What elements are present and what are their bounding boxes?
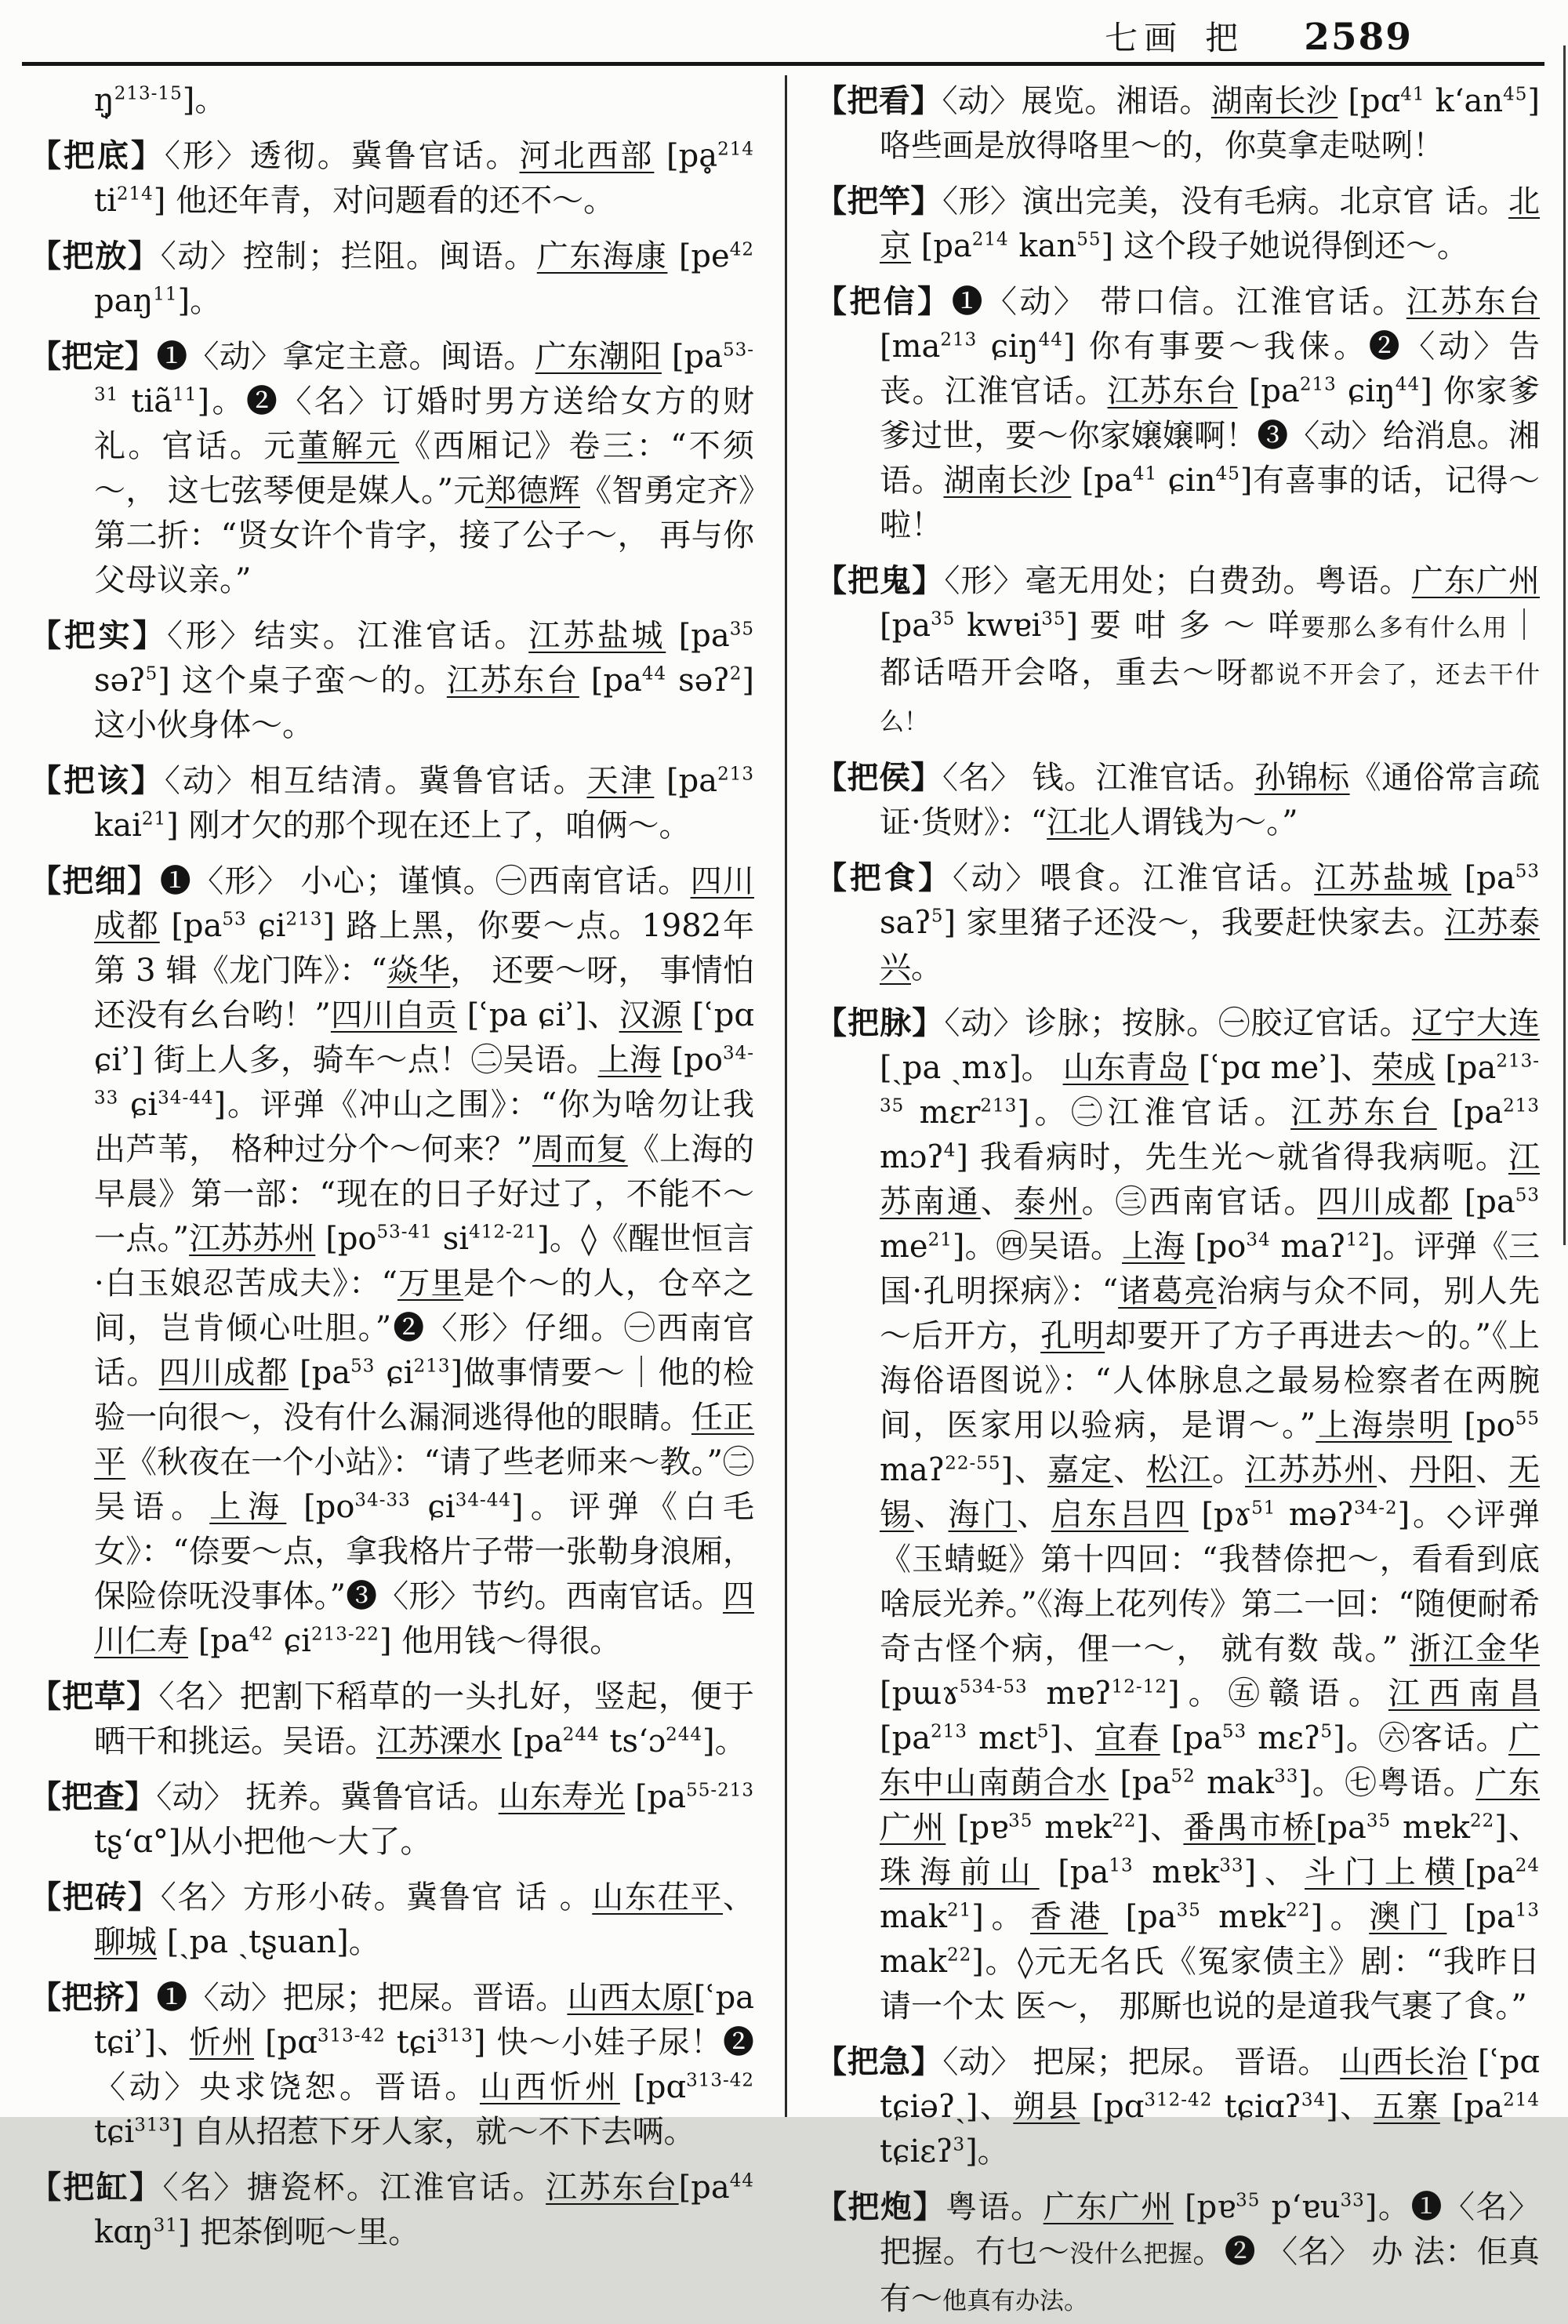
entry-headword: 【把竿】 xyxy=(815,183,942,220)
entry-body: 〈名〉 钱。江淮官话。孙锦标《通俗常言疏证·货财》：“江北人谓钱为～。” xyxy=(880,760,1541,841)
entry-body: 〈名〉方形小砖。冀鲁官 话 。山东茌平、聊城 [ˎpa ˎtʂuan]。 xyxy=(94,1879,755,1960)
entry-headword: 【把定】 xyxy=(30,338,157,375)
dictionary-entry xyxy=(815,558,1540,745)
entry-body: ❶〈动〉 带口信。江淮官话。江苏东台 [$ma^{213}$ ɕiŋ$^{44}$] 你有事要～我俫。❷〈动〉告丧。江淮官话。江苏东台 [$pa^{213}$ ɕiŋ$^{44}$] 你家爹爹过世，要～你家嬢嬢啊！❸〈动〉给消息。湘语。湖南长沙 [$pa^{41}$ ɕin$^{45}$]有喜事的话，记得～啦！ xyxy=(880,284,1541,543)
dictionary-entry xyxy=(30,859,754,1664)
entry-headword: 【把缸】 xyxy=(30,2169,163,2206)
entry-headword: 【把鬼】 xyxy=(815,562,945,599)
entry-body: 〈形〉演出完美，没有毛病。北京官 话。北京 [$pa^{214}$ kan$^{55}$] 这个段子她说得倒还～。 xyxy=(880,183,1541,264)
entry-headword: 【把急】 xyxy=(815,2043,943,2080)
entry-body: 〈形〉结实。江淮官话。江苏盐城 [$pa^{35}$ səʔ$^5$] 这个桌子蛮～的。江苏东台 [$pa^{44}$ səʔ$^2$] 这小伙身体～。 xyxy=(94,618,755,743)
dictionary-entry xyxy=(30,758,754,848)
entry-body: ❶〈动〉拿定主意。闽语。广东潮阳 [$pa^{53-31}$ tiã$^{11}$]。❷〈名〉订婚时男方送给女方的财礼。官话。元董解元《西厢记》卷三：“不须～， 这七弦琴便是媒人。”元郑德辉《智勇定齐》第二折：“贤女许个肯字，接了公子～， 再与你父母议亲。” xyxy=(94,339,755,598)
dictionary-entry xyxy=(30,1975,754,2155)
entry-headword: 【把草】 xyxy=(30,1678,159,1715)
entry-body: ❶〈动〉把尿；把屎。晋语。山西太原[ʿpa tɕiʾ]、忻州 [pɑ$^{313-42}$ tɕi$^{313}$] 快～小娃子尿！❷〈动〉央求饶恕。晋语。山西忻州 [pɑ$^{313-42}$ tɕi$^{313}$] 自从招惹下牙人家，就～不下去唡。 xyxy=(94,1980,755,2150)
header-page-number: 2589 xyxy=(1304,16,1413,59)
dictionary-entry xyxy=(815,279,1540,548)
dictionary-entry xyxy=(30,133,754,223)
entry-headword: 【把信】 xyxy=(815,283,952,320)
dictionary-entry xyxy=(30,234,754,324)
dictionary-entry xyxy=(815,855,1540,990)
entry-headword: 【把侯】 xyxy=(815,759,942,796)
entry-body: 〈形〉毫无用处；白费劲。粤语。广东广州 [$pa^{35}$ kwɐi$^{35}$] 要 咁 多 ～ 咩要那么多有什么用｜都话唔开会咯，重去～呀都说不开会了，还去干什么！ xyxy=(880,563,1541,736)
header-stroke-count: 七画 xyxy=(1105,19,1184,57)
continuation-fragment xyxy=(30,78,754,123)
right-column xyxy=(815,78,1540,2324)
entry-headword: 【把细】 xyxy=(30,862,160,899)
dictionary-entry xyxy=(30,1674,754,1764)
entry-headword: 【把放】 xyxy=(30,238,161,274)
entry-body: 〈名〉把割下稻草的一头扎好，竖起，便于晒干和挑运。吴语。江苏溧水 [$pa^{244}$ tsʻɔ$^{244}$]。 xyxy=(94,1679,755,1759)
entry-body: ŋ̩$^{213-15}$]。 xyxy=(94,82,227,118)
entry-headword: 【把查】 xyxy=(30,1778,157,1815)
entry-body: 粤语。广东广州 [pɐ$^{35}$ pʻɐu$^{33}$]。❶〈名〉 把握。冇乜～没什么把握。❷ 〈名〉 办 法：佢真有～他真有办法。 xyxy=(880,2189,1541,2317)
dictionary-entry xyxy=(815,2184,1540,2324)
entry-headword: 【把底】 xyxy=(30,137,165,174)
dictionary-entry xyxy=(815,78,1540,169)
entry-body: 〈名〉搪瓷杯。江淮官话。江苏东台[$pa^{44}$ kɑŋ$^{31}$] 把茶倒呃～里。 xyxy=(94,2170,754,2250)
entry-body: 〈动〉相互结清。冀鲁官话。天津 [$pa^{213}$ kai$^{21}$] 刚才欠的那个现在还上了，咱俩～。 xyxy=(94,763,755,844)
column-divider xyxy=(785,75,787,2117)
dictionary-entry xyxy=(30,613,754,748)
entry-body: 〈动〉 把屎；把尿。 晋语。 山西长治 [ʿpɑ tɕiəʔˎ]、朔县 [pɑ$^{312-42}$ tɕiɑʔ$^{34}$]、五寨 [$pa^{214}$ tɕiɛʔ$^3$]。 xyxy=(880,2044,1540,2170)
entry-headword: 【把炮】 xyxy=(815,2188,946,2225)
entry-headword: 【把食】 xyxy=(815,859,953,896)
entry-body: ❶〈形〉 小心；谨慎。㊀西南官话。四川成都 [$pa^{53}$ ɕi$^{213}$] 路上黑，你要～点。1982年第 3 辑《龙门阵》：“焱华， 还要～呀， 事情怕还没有幺台哟！”四川自贡 [ʿpa ɕiʾ]、汉源 [ʿpɑ ɕiʾ] 街上人多，骑车～点！㊁吴语。上海 [$po^{34-33}$ ɕi$^{34-44}$]。评弹《冲山之围》：“你为啥勿让我出芦苇， 格种过分个～何来？”周而复《上海的早晨》第一部：“现在的日子好过了，不能不～一点。”江苏苏州 [$po^{53-41}$ $si^{412-21}$]。◊《醒世恒言·白玉娘忍苦成夫》：“万里是个～的人，仓卒之间，岂肯倾心吐胆。”❷〈形〉仔细。㊀西南官话。四川成都 [$pa^{53}$ ɕi$^{213}$]做事情要～｜他的检验一向很～，没有什么漏洞逃得他的眼睛。任正平《秋夜在一个小站》：“请了些老师来～教。”㊁吴语。上海 [$po^{34-33}$ ɕi$^{34-44}$]。评弹《白毛女》：“倷要～点，拿我格片子带一张勒身浪厢，保险倷呒没事体。”❸〈形〉节约。西南官话。四川仁寿 [$pa^{42}$ ɕi$^{213-22}$] 他用钱～得很。 xyxy=(94,863,755,1659)
entry-body: 〈动〉喂食。江淮官话。江苏盐城 [$pa^{53}$ saʔ$^5$] 家里猪子还没～，我要赶快家去。江苏泰兴。 xyxy=(880,860,1541,986)
dictionary-entry xyxy=(30,1774,754,1865)
entry-headword: 【把实】 xyxy=(30,617,167,654)
page-edge-scan-line xyxy=(1563,45,1566,1245)
entry-headword: 【把脉】 xyxy=(815,1004,945,1041)
entry-headword: 【把砖】 xyxy=(30,1879,161,1915)
entry-headword: 【把看】 xyxy=(815,82,942,119)
header-rule xyxy=(22,62,1544,66)
dictionary-entry xyxy=(30,1875,754,1965)
left-column xyxy=(30,78,754,2255)
entry-body: 〈动〉 抚养。冀鲁官话。山东寿光 [$pa^{55-213}$ tʂʻɑ°]从小把他～大了。 xyxy=(94,1779,755,1860)
dictionary-entry xyxy=(815,1000,1540,2029)
dictionary-entry xyxy=(30,334,754,603)
entry-body: 〈形〉透彻。冀鲁官话。河北西部 [pḁ$^{214}$ $ti^{214}$] 他还年青，对问题看的还不～。 xyxy=(94,138,755,219)
entry-headword: 【把该】 xyxy=(30,762,165,799)
dictionary-entry xyxy=(815,2039,1540,2174)
entry-body: 〈动〉展览。湘语。湖南长沙 [pɑ$^{41}$ kʻan$^{45}$] 咯些画是放得咯里～的，你莫拿走哒咧！ xyxy=(880,83,1541,164)
entry-body: 〈动〉控制；拦阻。闽语。广东海康 [$pe^{42}$ paŋ$^{11}$]。 xyxy=(94,238,754,319)
header-radical-character: 把 xyxy=(1205,19,1239,57)
entry-headword: 【把挤】 xyxy=(30,1979,157,2016)
dictionary-entry xyxy=(815,755,1540,845)
dictionary-entry xyxy=(30,2165,754,2255)
page-header xyxy=(1105,13,1413,60)
entry-body: 〈动〉诊脉；按脉。㊀胶辽官话。辽宁大连[ˎpa ˎmɤ]。 山东青岛 [ʿpɑ meʾ]、荣成 [$pa^{213-35}$ mɛr$^{213}$]。㊁江淮官话。江苏东台 [$pa^{213}$ mɔʔ$^4$] 我看病时，先生光～就省得我病呃。江苏南通、泰州。㊂西南官话。四川成都 [$pa^{53}$ $me^{21}$]。㊃吴语。上海 [$po^{34}$ maʔ$^{12}$]。评弹《三国·孔明探病》：“诸葛亮治病与众不同，别人先～后开方，孔明却要开了方子再进去～的。”《上海俗语图说》：“人体脉息之最易检察者在两腕间，医家用以验病，是谓～。”上海崇明 [$po^{55}$ maʔ$^{22-55}$]、嘉定、松江。江苏苏州、丹阳、无锡、海门、启东吕四 [pɤ$^{51}$ məʔ$^{34-2}$]。◇评弹《玉蜻蜓》第十四回：“我替倷把～，看看到底啥辰光养。”《海上花列传》第二一回：“随便耐希奇古怪个病，俚一～， 就有数 哉。” 浙江金华 [pɯɤ$^{534-53}$ mɐʔ$^{12-12}$]。㊄赣语。江西南昌[$pa^{213}$ mɛt$^5$]、宜春 [$pa^{53}$ mɛʔ$^5$]。㊅客话。广东中山南蓢合水 [$pa^{52}$ mak$^{33}$]。㊆粤语。广东广州 [pɐ$^{35}$ mɐk$^{22}$]、番禺市桥[$pa^{35}$ mɐk$^{22}$]、珠海前山 [$pa^{13}$ mɐk$^{33}$]、斗门上横[$pa^{24}$ mak$^{21}$]。香港 [$pa^{35}$ mɐk$^{22}$]。澳门 [$pa^{13}$ mak$^{22}$]。◊元无名氏《冤家债主》剧：“我昨日请一个太 医～， 那厮也说的是道我气裹了食。” xyxy=(880,1005,1541,2024)
dictionary-entry xyxy=(815,179,1540,269)
